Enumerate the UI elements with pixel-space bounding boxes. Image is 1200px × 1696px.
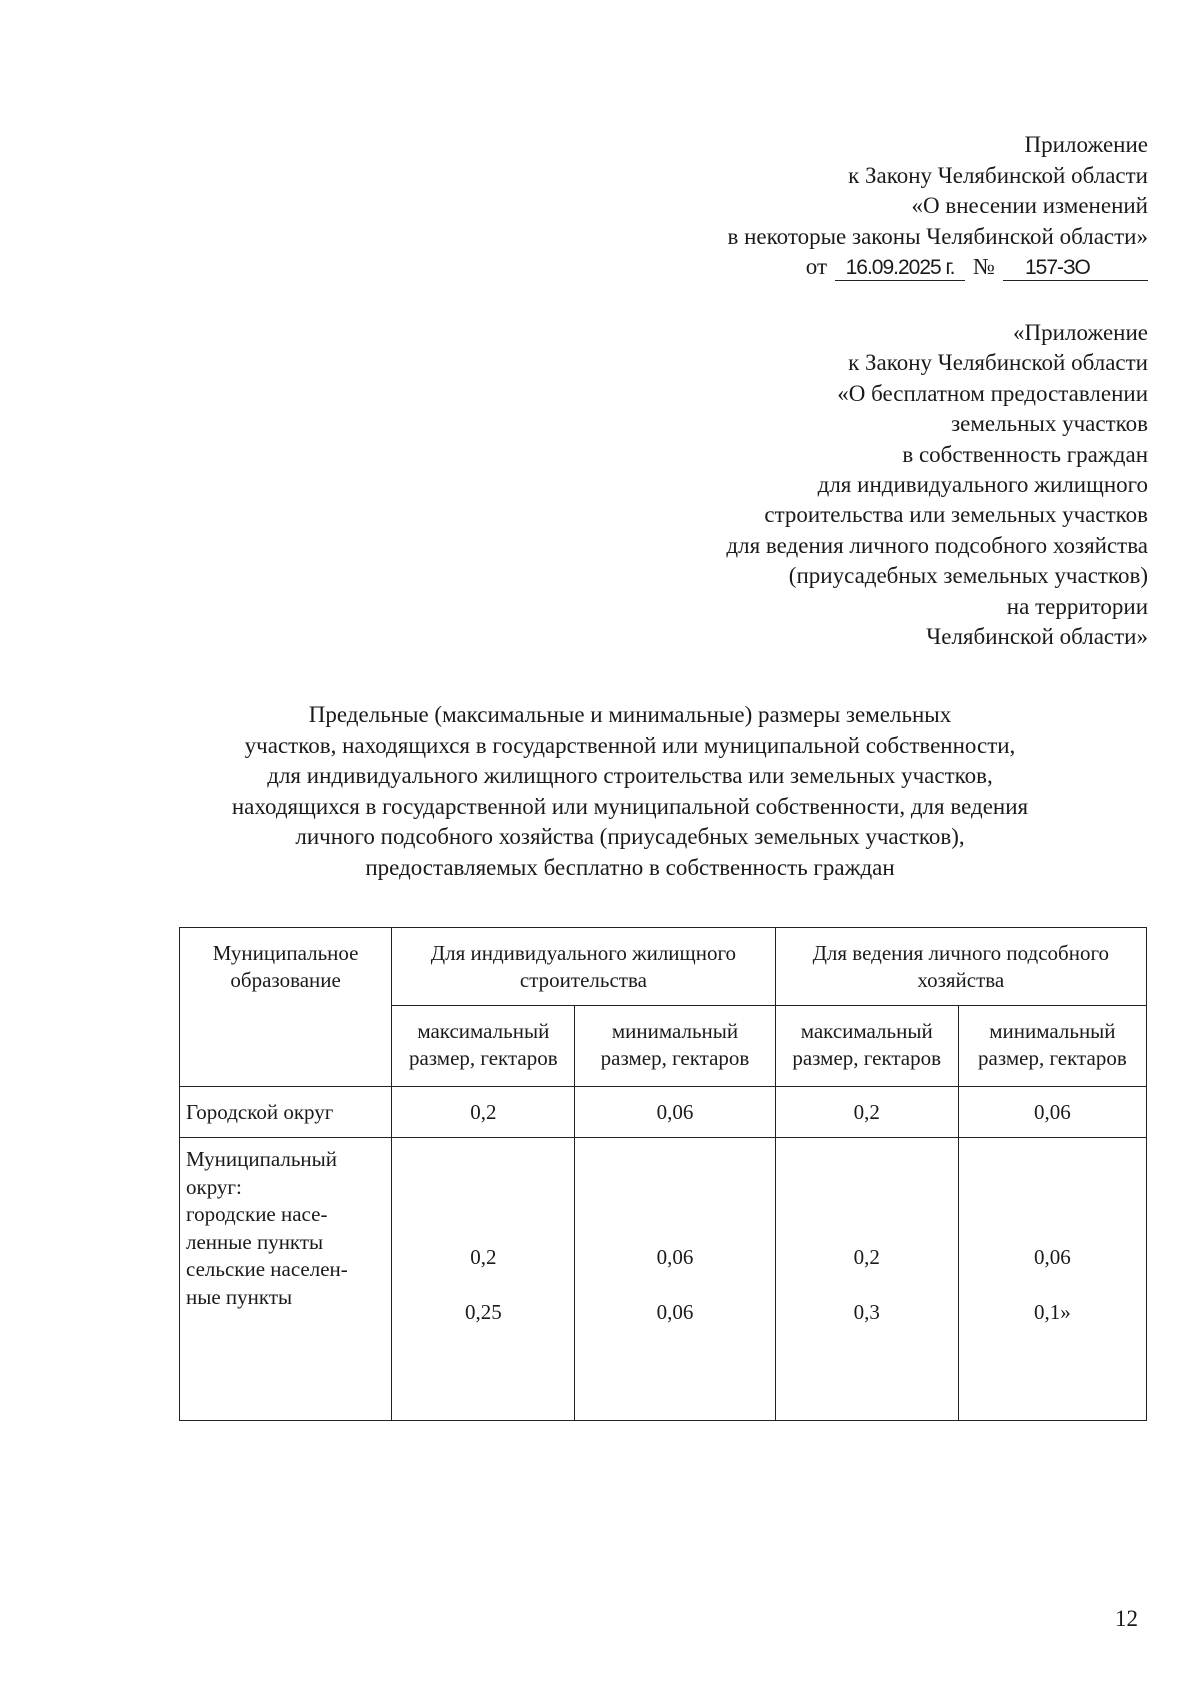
row-name-municipal-district <box>180 1138 392 1421</box>
appendix-law-name-1: «О внесении изменений <box>911 193 1148 218</box>
header-text: минимальный <box>989 1019 1116 1043</box>
cell-urban-ijs-max: 0,2 <box>470 1245 497 1269</box>
quoted-line: в собственность граждан <box>902 441 1148 467</box>
number-value: 157-ЗО <box>1003 256 1148 281</box>
title-line: для индивидуального жилищного строительства или земельных участков, <box>267 763 993 788</box>
cell-rural-ijs-max: 0,25 <box>464 1300 502 1324</box>
header-lph-max <box>775 1006 958 1087</box>
header-text: хозяйства <box>917 968 1005 992</box>
land-size-table <box>179 927 1147 1421</box>
cell-urban-lph-min: 0,06 <box>1034 1245 1071 1269</box>
header-text: максимальный <box>417 1019 550 1043</box>
header-group-lph <box>775 928 1146 1006</box>
quoted-line: «Приложение <box>1013 320 1148 345</box>
header-lph-min <box>958 1006 1146 1087</box>
header-text: максимальный <box>800 1019 933 1043</box>
appendix-law-name-2: в некоторые законы Челябинской области» <box>727 223 1148 249</box>
header-ijs-min <box>575 1006 775 1087</box>
date-number-line <box>806 252 1148 283</box>
appendix-header <box>448 130 1148 283</box>
cell-lph-min-stack <box>958 1138 1146 1421</box>
table-header-row <box>180 928 1147 1006</box>
appendix-law-line: к Закону Челябинской области <box>848 162 1148 188</box>
quoted-line: на территории <box>1006 593 1148 619</box>
quoted-line: земельных участков <box>951 411 1148 437</box>
quoted-line: «О бесплатном предоставлении <box>837 380 1148 406</box>
cell-rural-lph-min: 0,1» <box>1034 1300 1071 1324</box>
header-text: размер, гектаров <box>792 1046 942 1070</box>
table-row <box>180 1138 1147 1421</box>
row-name-line: ленные пункты <box>186 1229 324 1254</box>
quoted-line: Челябинской области» <box>926 624 1148 650</box>
title-line: личного подсобного хозяйства (приусадебных земельных участков), <box>295 824 965 849</box>
title-line: находящихся в государственной или муниципальной собственности, для ведения <box>231 793 1029 819</box>
cell-lph-min: 0,06 <box>958 1087 1146 1138</box>
header-text: Для индивидуального жилищного <box>430 941 737 965</box>
row-name-line: Муниципальный <box>186 1147 337 1171</box>
header-text: Муниципальное <box>212 941 359 965</box>
row-name-line: ные пункты <box>186 1284 293 1309</box>
cell-ijs-max-stack <box>392 1138 575 1421</box>
header-text: строительства <box>519 968 647 992</box>
header-text: размер, гектаров <box>600 1046 750 1070</box>
page-number: 12 <box>1115 1606 1138 1631</box>
header-text: размер, гектаров <box>978 1046 1127 1070</box>
row-name-line: округ: <box>186 1174 242 1199</box>
header-text: размер, гектаров <box>408 1046 558 1070</box>
date-prefix: от <box>805 254 828 279</box>
date-value: 16.09.2025 г. <box>835 256 965 281</box>
header-ijs-max <box>392 1006 575 1087</box>
cell-lph-max-stack <box>775 1138 958 1421</box>
cell-ijs-min-stack <box>575 1138 775 1421</box>
quoted-line: для ведения личного подсобного хозяйства <box>726 532 1148 558</box>
table-row <box>180 1087 1147 1138</box>
cell-ijs-min: 0,06 <box>575 1087 775 1138</box>
title-line: Предельные (максимальные и минимальные) размеры земельных <box>308 702 952 727</box>
cell-ijs-max: 0,2 <box>392 1087 575 1138</box>
quoted-line: для индивидуального жилищного <box>817 472 1148 498</box>
number-sign: № <box>973 254 995 279</box>
quoted-line: к Закону Челябинской области <box>848 350 1148 376</box>
row-name-line: сельские населен- <box>186 1257 348 1281</box>
header-text: Для ведения личного подсобного <box>812 941 1110 965</box>
title-line: предоставляемых бесплатно в собственность граждан <box>365 854 895 880</box>
header-text: минимальный <box>611 1019 739 1043</box>
header-group-ijs <box>392 928 775 1006</box>
cell-rural-ijs-min: 0,06 <box>656 1300 694 1324</box>
quoted-appendix-header <box>448 318 1148 652</box>
row-name-city-district: Городской округ <box>180 1087 392 1138</box>
quoted-line: строительства или земельных участков <box>764 502 1148 528</box>
row-name-line: городские насе- <box>186 1202 328 1226</box>
cell-urban-lph-max: 0,2 <box>853 1245 880 1269</box>
header-municipal-formation <box>180 928 392 1087</box>
header-text: образование <box>230 968 341 992</box>
document-title <box>150 700 1110 883</box>
cell-lph-max: 0,2 <box>775 1087 958 1138</box>
title-line: участков, находящихся в государственной или муниципальной собственности, <box>244 732 1016 758</box>
quoted-line: (приусадебных земельных участков) <box>788 563 1148 589</box>
appendix-title: Приложение <box>1024 132 1148 157</box>
cell-rural-lph-max: 0,3 <box>853 1300 880 1324</box>
cell-urban-ijs-min: 0,06 <box>656 1245 694 1269</box>
